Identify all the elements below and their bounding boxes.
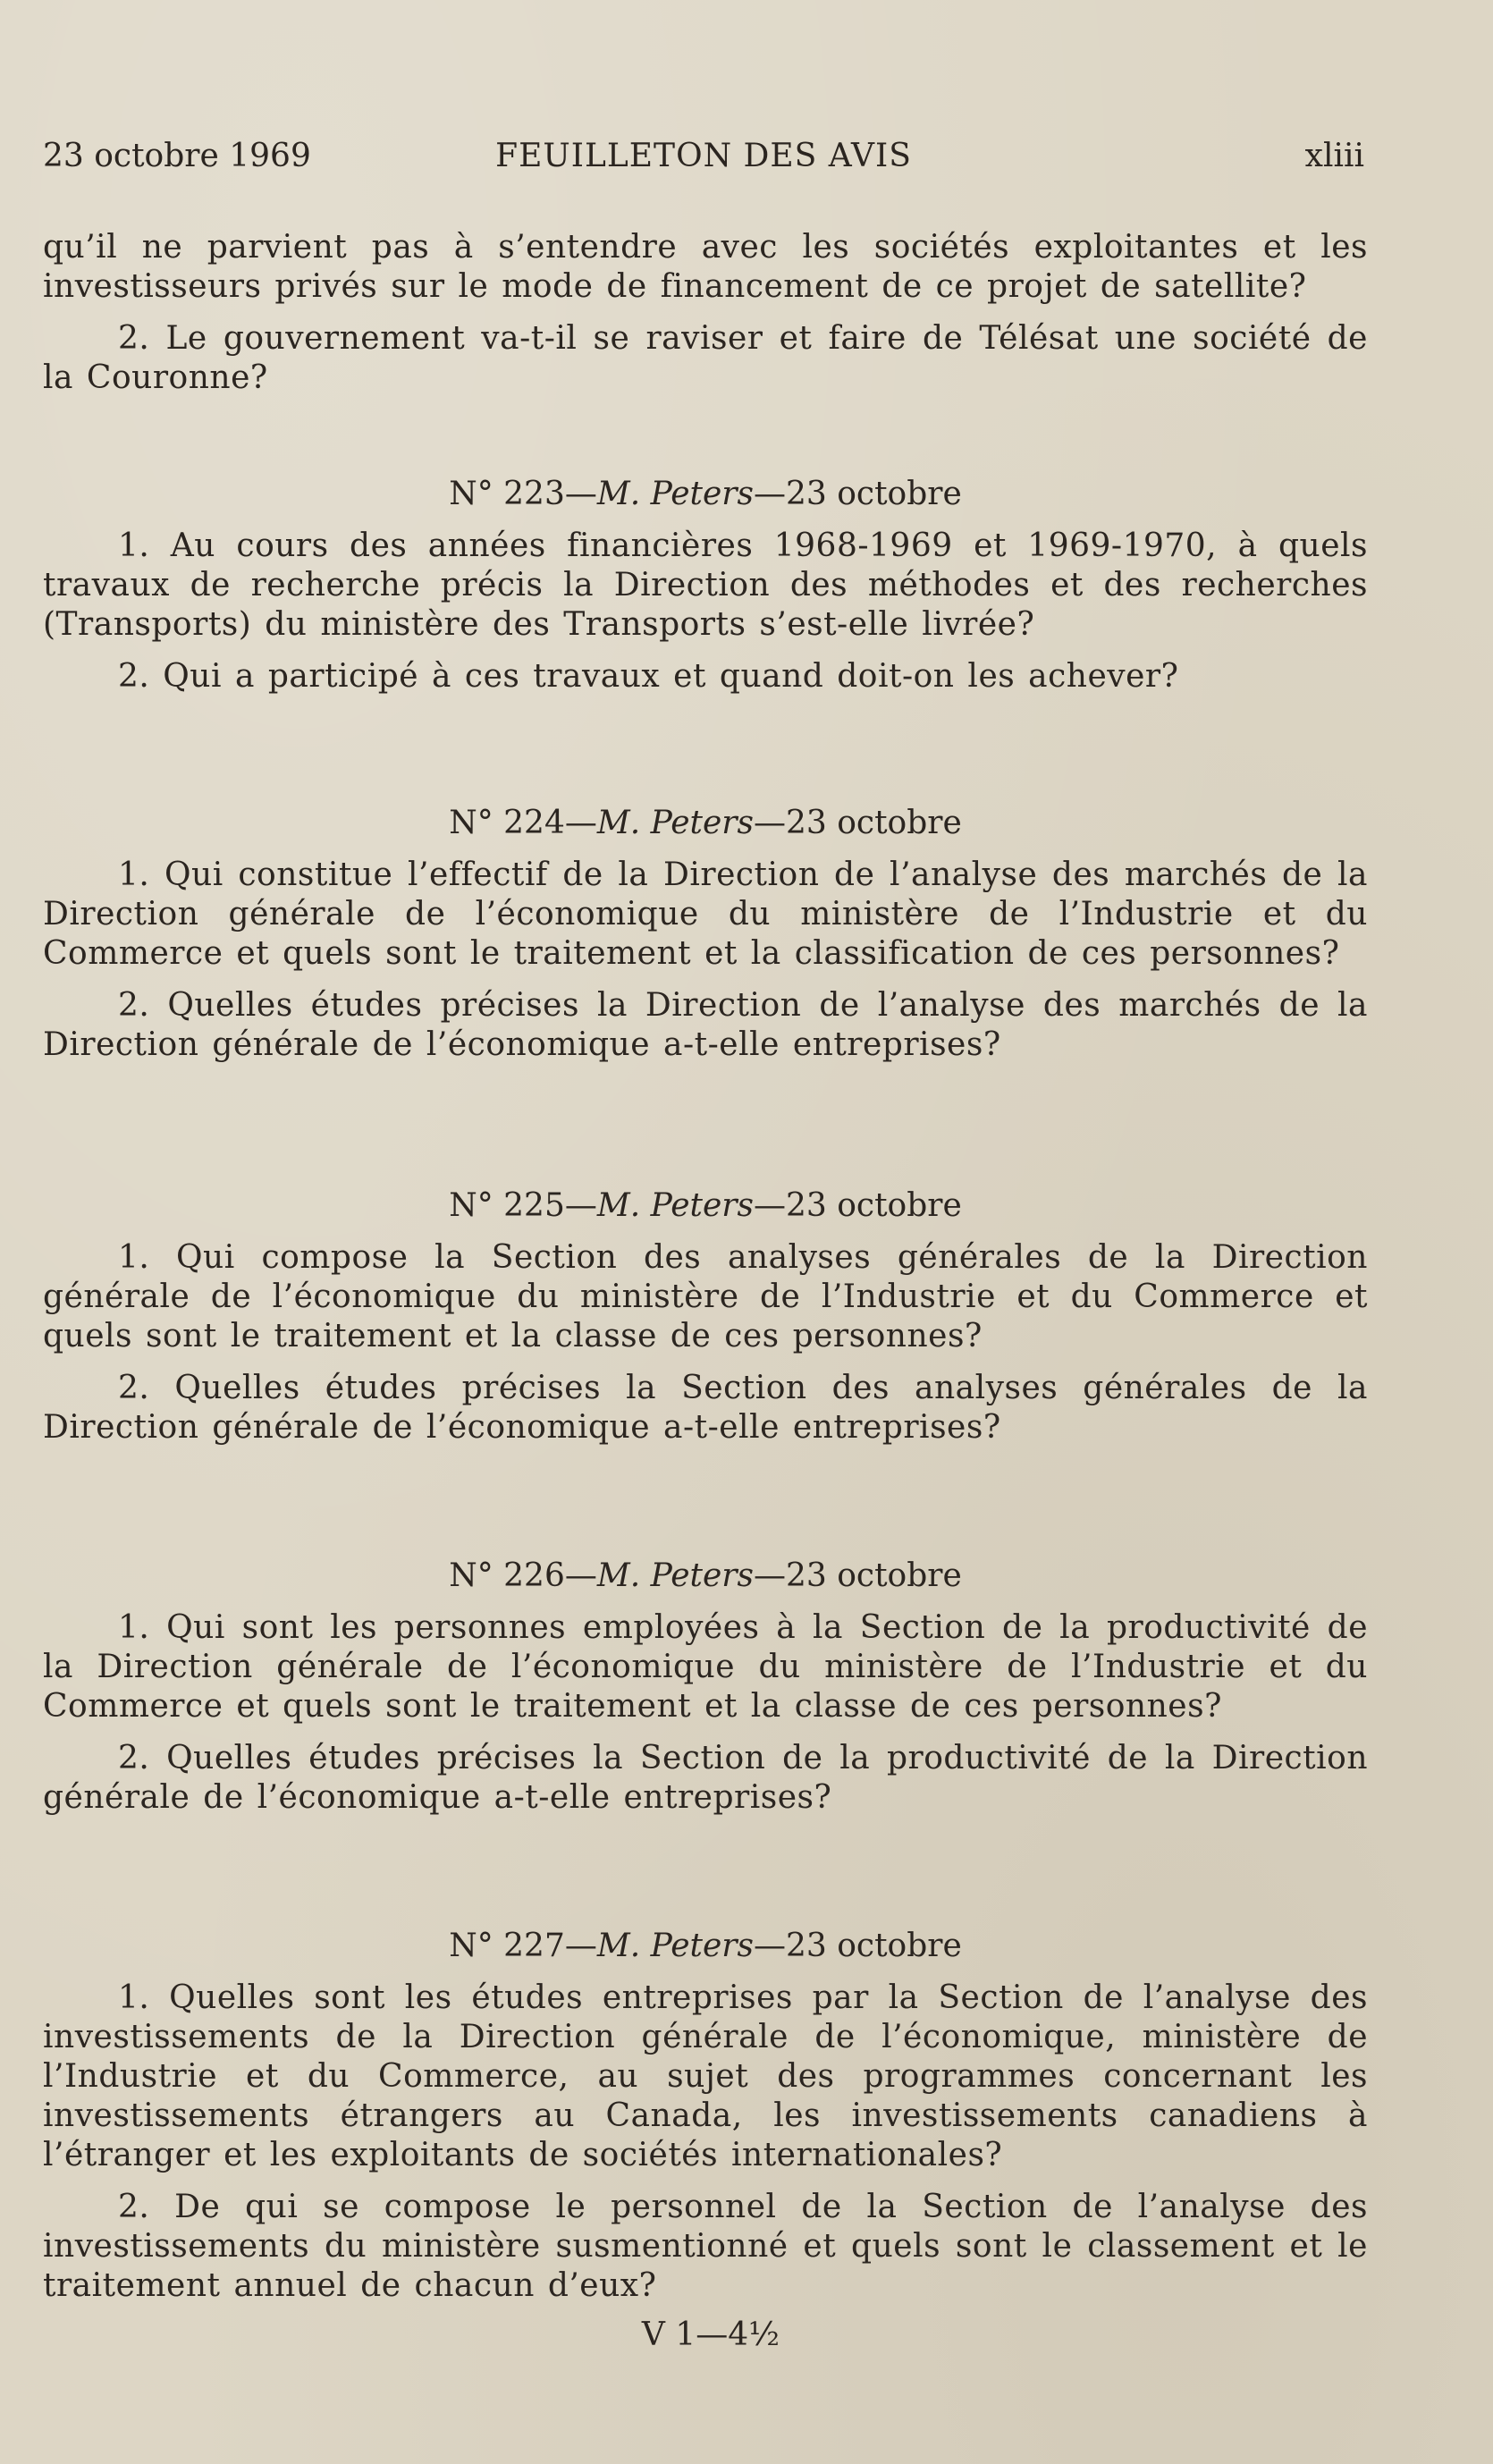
question-member: M. Peters bbox=[596, 1187, 754, 1224]
signature-mark: V 1—4½ bbox=[641, 2316, 780, 2353]
question-date: 23 octobre bbox=[785, 1928, 962, 1964]
question-member: M. Peters bbox=[596, 476, 754, 512]
page-number: xliii bbox=[1304, 138, 1364, 174]
running-head bbox=[43, 134, 1364, 179]
question-member: M. Peters bbox=[596, 805, 754, 841]
question-paragraph: 1. Quelles sont les études entreprises par la Section de l’analyse des investissements de la Direction générale de l’économique, ministère de l’Industrie et du Commerce, au sujet des programmes concernant les investissements étrangers au Canada, les investissements canadiens à l’étranger et les exploitants de sociétés internationales? bbox=[43, 1979, 1368, 2173]
question-paragraph: 2. Quelles études précises la Section de la productivité de la Direction générale de l’économique a-t-elle entreprises? bbox=[43, 1740, 1368, 1816]
question-member: M. Peters bbox=[596, 1928, 754, 1964]
question-paragraph: 2. Quelles études précises la Section des analyses générales de la Direction générale de l’économique a-t-elle entreprises? bbox=[43, 1370, 1368, 1446]
notice-content bbox=[43, 228, 1368, 2306]
question-heading: N° 223—M. Peters—23 octobre bbox=[449, 476, 962, 512]
question-number: N° 225 bbox=[449, 1187, 565, 1224]
question-date: 23 octobre bbox=[785, 805, 962, 841]
header-date: 23 octobre 1969 bbox=[43, 138, 311, 174]
continuation-block bbox=[43, 228, 1368, 398]
question-number: N° 223 bbox=[449, 476, 565, 512]
continuation-paragraph: qu’il ne parvient pas à s’entendre avec les sociétés exploitantes et les investisseurs privés sur le mode de financement de ce projet de satellite? bbox=[43, 229, 1368, 305]
question-number: N° 224 bbox=[449, 805, 565, 841]
question-member: M. Peters bbox=[596, 1557, 754, 1594]
question-paragraph: 1. Au cours des années financières 1968-1969 et 1969-1970, à quels travaux de recherche précis la Direction des méthodes et des recherches (Transports) du ministère des Transports s’est-elle livrée? bbox=[43, 527, 1368, 643]
header-title: FEUILLETON DES AVIS bbox=[495, 138, 912, 174]
question-paragraph: 2. Quelles études précises la Direction de l’analyse des marchés de la Direction générale de l’économique a-t-elle entreprises? bbox=[43, 987, 1368, 1063]
question-block bbox=[43, 1557, 1368, 1818]
question-heading: N° 224—M. Peters—23 octobre bbox=[449, 805, 962, 841]
question-date: 23 octobre bbox=[785, 1557, 962, 1594]
question-date: 23 octobre bbox=[785, 476, 962, 512]
question-block bbox=[43, 804, 1368, 1065]
question-paragraph: 2. De qui se compose le personnel de la Section de l’analyse des investissements du ministère susmentionné et quels sont le classement et le traitement annuel de chacun d’eux? bbox=[43, 2189, 1368, 2304]
question-date: 23 octobre bbox=[785, 1187, 962, 1224]
question-paragraph: 2. Qui a participé à ces travaux et quand doit-on les achever? bbox=[118, 658, 1179, 695]
question-paragraph: 1. Qui sont les personnes employées à la Section de la productivité de la Direction générale de l’économique du ministère de l’Industrie et du Commerce et quels sont le traitement et la classe de ces personnes? bbox=[43, 1609, 1368, 1725]
question-block bbox=[43, 1927, 1368, 2306]
question-paragraph: 1. Qui constitue l’effectif de la Direction de l’analyse des marchés de la Direction générale de l’économique du ministère de l’Industrie et du Commerce et quels sont le traitement et la classification de ces personnes? bbox=[43, 856, 1368, 972]
question-heading: N° 227—M. Peters—23 octobre bbox=[449, 1928, 962, 1964]
question-block bbox=[43, 475, 1368, 696]
question-number: N° 227 bbox=[449, 1928, 565, 1964]
question-number: N° 226 bbox=[449, 1557, 565, 1594]
question-heading: N° 225—M. Peters—23 octobre bbox=[449, 1187, 962, 1224]
question-paragraph: 1. Qui compose la Section des analyses générales de la Direction générale de l’économique du ministère de l’Industrie et du Commerce et quels sont le traitement et la classe de ces personnes? bbox=[43, 1239, 1368, 1354]
question-heading: N° 226—M. Peters—23 octobre bbox=[449, 1557, 962, 1594]
question-block bbox=[43, 1186, 1368, 1447]
continuation-paragraph: 2. Le gouvernement va-t-il se raviser et faire de Télésat une société de la Couronne? bbox=[43, 320, 1368, 396]
